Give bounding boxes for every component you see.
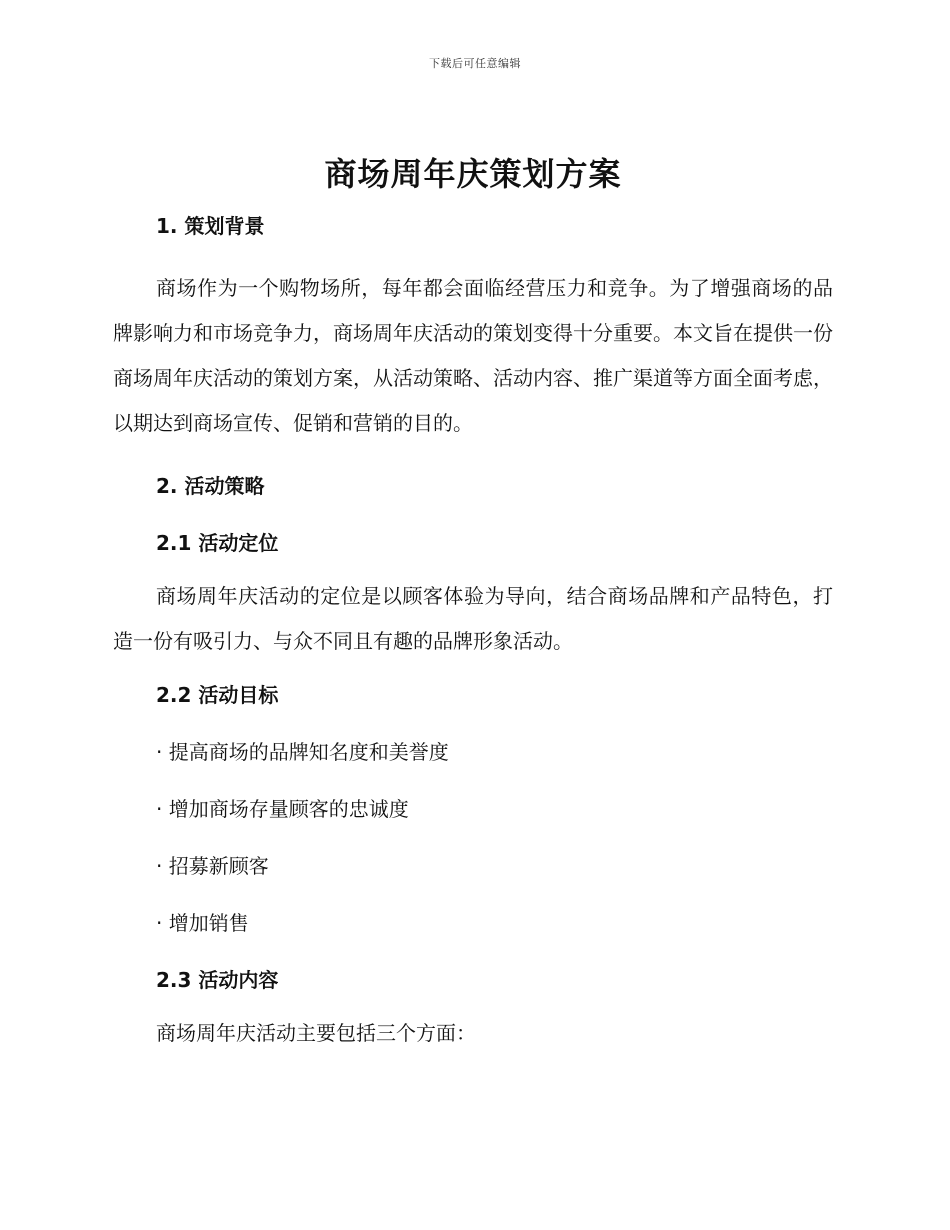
subsection-heading-goals: 2.2 活动目标 (156, 683, 279, 707)
subsection-heading-positioning: 2.1 活动定位 (156, 531, 279, 555)
paragraph-background: 商场作为一个购物场所，每年都会面临经营压力和竞争。为了增强商场的品牌影响力和市场竞争力，商场周年庆活动的策划变得十分重要。本文旨在提供一份商场周年庆活动的策划方案，从活动策略、活动内容、推广渠道等方面全面考虑，以期达到商场宣传、促销和营销的目的。 (113, 276, 833, 435)
page-header-note: 下载后可任意编辑 (429, 57, 521, 70)
goal-list-item: · 提高商场的品牌知名度和美誉度 (156, 740, 449, 764)
paragraph-content-intro: 商场周年庆活动主要包括三个方面： (156, 1021, 476, 1045)
goal-list-item: · 增加销售 (156, 911, 249, 935)
goal-list-item: · 增加商场存量顾客的忠诚度 (156, 797, 409, 821)
document-title: 商场周年庆策划方案 (324, 155, 622, 193)
section-heading-strategy: 2. 活动策略 (156, 474, 265, 498)
subsection-heading-content: 2.3 活动内容 (156, 968, 279, 992)
section-heading-background: 1. 策划背景 (156, 214, 265, 238)
goal-list-item: · 招募新顾客 (156, 854, 269, 878)
document-body (113, 150, 833, 1056)
paragraph-positioning: 商场周年庆活动的定位是以顾客体验为导向，结合商场品牌和产品特色，打造一份有吸引力、与众不同且有趣的品牌形象活动。 (113, 584, 833, 653)
